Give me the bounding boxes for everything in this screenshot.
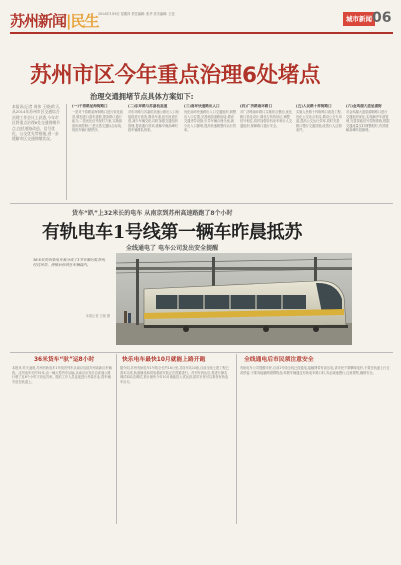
lead-column-heading: (三)南环快速路出入口 xyxy=(184,104,220,108)
column-divider xyxy=(236,354,237,524)
tram-headline: 有轨电车1号线第一辆车昨晨抵苏 xyxy=(42,222,303,243)
lead-column-body: 一是对干将路星海街路口进行渠化改造,增加进口道车道数,提高路口通行能力;二是优化信号配时方案,实施绿波协调控制;三是完善交通标志标线,规范车辆行驶秩序。 xyxy=(72,110,123,133)
lead-column-body: 对金鸡湖大道星湖街路口进行交通组织优化,实施潮汐车道管理,完善智能信号控制系统,根据交通流量实时调整配时,有效缓解高峰时段拥堵。 xyxy=(346,110,390,133)
tram-column-body: 据介绍,苏州有轨电车1号线全长约18公里,共设车站10座,目前全线土建工程已基本完成,轨道铺设和供电系统安装正在抓紧进行。首列车到达后,将进行静态调试和动态调试,预计最快今年10月就能投入试运营,届时市民可以乘坐有轨电车出行。 xyxy=(120,366,229,384)
tram-column-body: 有轨电车公司提醒市民,目前1号线全线已经通电,接触网带有高压电,请市民不要攀爬电杆,不要在轨道上行走或停留,不要向接触网抛掷物品;驾驶车辆通过有轨电车路口时,务必减速慢行,注意观察,确保安全。 xyxy=(240,366,390,375)
lead-column-body: 实施人民路十梓街路口改造工程,优化公交站点布局,增设公交专用道,提高公交运行效率,同时完善路口慢行交通设施,改善行人过街条件。 xyxy=(296,110,342,133)
lead-column-heading: (四)广济路南环路口 xyxy=(240,104,273,108)
section-divider xyxy=(10,203,393,204)
column-divider xyxy=(116,354,117,524)
column-divider xyxy=(66,104,67,200)
lead-column-heading: (一)干将路星海街路口 xyxy=(72,104,108,108)
tram-column-body: 本报讯 昨天凌晨,苏州有轨电车1号线首列车从南京运抵苏州高新区车辆段。这列电车长约32米,由一辆大型货车运输,从南京出发后沿高速公路行驶了近8个小时才到达苏州。随后工作人员连夜进行吊装作业,将车辆安放在轨道上。 xyxy=(12,366,112,384)
lead-column-heading: (六)金鸡湖大道星湖街 xyxy=(346,104,382,108)
section-divider xyxy=(10,352,393,353)
masthead xyxy=(10,10,99,31)
lead-subhead: 治理交通拥堵节点具体方案如下: xyxy=(90,92,194,101)
tram-kicker: 货车“趴”上32米长的电车 从南京到苏州高速路跑了8个小时 xyxy=(72,210,233,217)
tram-photo xyxy=(116,253,352,345)
lead-column-heading: (二)东环路与苏嘉杭高速 xyxy=(128,104,168,108)
lead-column-heading: (五)人民路十梓街路口 xyxy=(296,104,332,108)
lead-column-body: 优化南环快速路出入口交通组织,调整出入口位置,完善地面道路衔接,增设交通诱导设施,引导车辆合理分流,减少出入口拥堵,提高快速路整体运行效率。 xyxy=(184,110,236,133)
masthead-section: 民生 xyxy=(70,12,99,30)
page-header xyxy=(10,8,393,34)
lead-headline: 苏州市区今年重点治理6处堵点 xyxy=(30,63,321,88)
lead-column-body: 对广济路南环路口实施综合整治,优化路口渠化设计,增设左转待转区,调整信号相位,同时加强非机动车和行人交通组织,保障路口通行安全。 xyxy=(240,110,292,128)
lead-column-body: 对东环路与苏嘉杭高速公路出入口衔接段进行改造,增设车道,延长匝道长度,减少车辆交织,同时加强交通组织管理,提高通行效率,缓解早晚高峰时段车辆排队现象。 xyxy=(128,110,179,133)
tram-photo-illustration xyxy=(116,253,352,345)
section-tag: 城市新闻 xyxy=(343,12,375,26)
dateline: 2014年3月6日 星期四 责任编辑: 张华 美术编辑: 王佳 xyxy=(98,12,175,16)
tram-column-heading: 快乐电车最快10月就能上路开跑 xyxy=(122,357,206,363)
photo-credit: 本报记者 王晓 摄 xyxy=(85,314,110,318)
tram-subhead: 全线通电了 电车公司发出安全提醒 xyxy=(126,245,219,252)
masthead-title: 苏州新闻 xyxy=(10,12,67,30)
page-number: 06 xyxy=(372,10,392,26)
tram-column-heading: 全线通电后市民须注意安全 xyxy=(244,357,314,363)
tram-column-heading: 36米货车“驮”运8小时 xyxy=(34,357,95,363)
lead-summary: 本报讯(记者 周伟 王晓)昨天,从2014年苏州市区交通综合治理工作会议上获悉,今年市区将重点治理6处交通拥堵节点,包括道路改造、信号优化、公交优先等措施,进一步缓解市区交通拥堵状况。 xyxy=(12,104,61,142)
photo-caption: 36米长的有轨电车被分成了3节车厢运抵苏州,经过吊装、拼接后停放在车辆段内。 xyxy=(33,258,106,267)
masthead-separator: | xyxy=(66,12,71,30)
